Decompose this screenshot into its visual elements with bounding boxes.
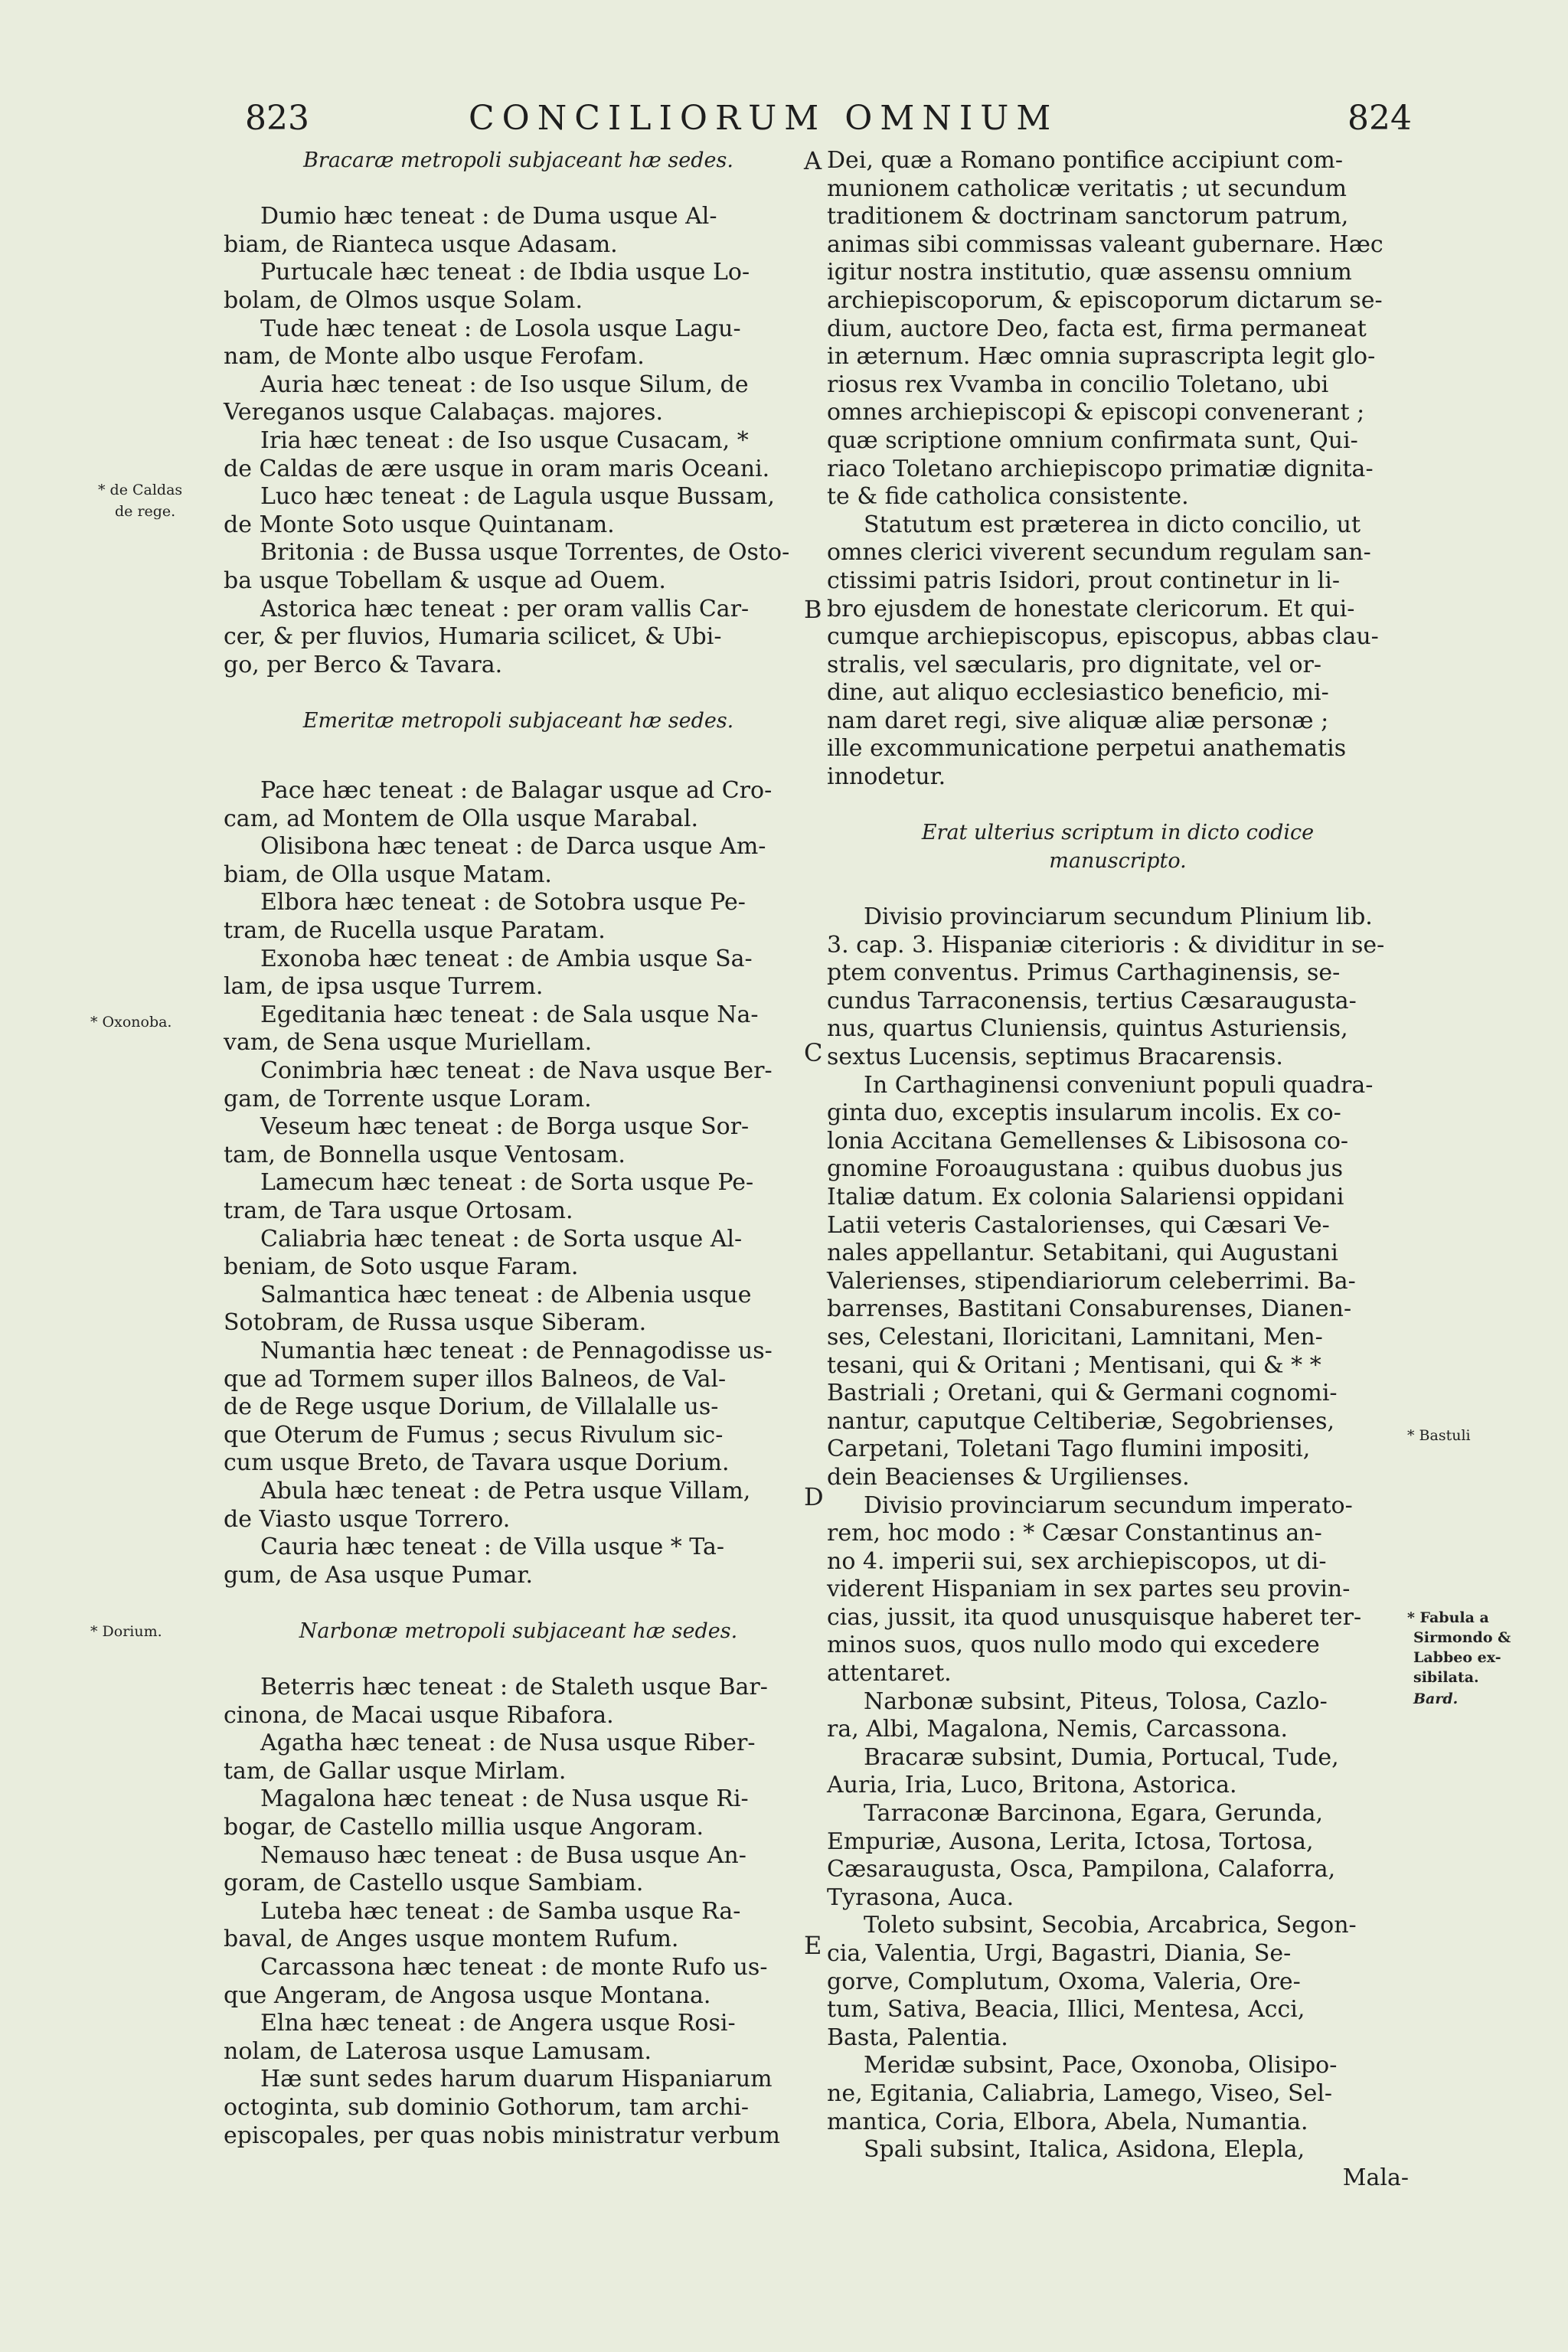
text-line: ba usque Tobellam & usque ad Ouem.	[224, 567, 666, 594]
text-line: Divisio provinciarum secundum Plinium lib.	[864, 903, 1373, 931]
line-spacer	[827, 875, 1409, 903]
text-line: Pace hæc teneat : de Balagar usque ad Cro-	[260, 777, 773, 805]
text-line: Magalona hæc teneat : de Nusa usque Ri-	[260, 1785, 749, 1813]
text-line: nales appellantur. Setabitani, qui Augustani	[827, 1240, 1338, 1267]
text-line: Bracaræ subsint, Dumia, Portucal, Tude,	[864, 1743, 1339, 1771]
text-line: riaco Toletano archiepiscopo primatiæ dignita-	[827, 455, 1374, 482]
left-text-column	[224, 147, 813, 2150]
right-page-number: 824	[1348, 99, 1412, 138]
text-line: biam, de Rianteca usque Adasam.	[224, 230, 618, 258]
text-line: cum usque Breto, de Tavara usque Dorium.	[224, 1449, 730, 1477]
text-line: Numantia hæc teneat : de Pennagodisse us-	[260, 1337, 773, 1364]
text-line: archiepiscoporum, & episcoporum dictarum se-	[827, 286, 1383, 314]
line-spacer	[224, 1645, 813, 1674]
text-line: nus, quartus Cluniensis, quintus Asturiensis,	[827, 1015, 1348, 1043]
text-line: te & fide catholica consistente.	[827, 483, 1189, 511]
text-line: Valerienses, stipendiariorum celeberrimi. Ba-	[827, 1267, 1356, 1295]
running-title: CONCILIORUM OMNIUM	[469, 99, 1059, 138]
text-line: sextus Lucensis, septimus Bracarensis.	[827, 1044, 1283, 1070]
margin-note-fabula: * Fabula a	[1407, 1609, 1489, 1626]
text-line: cer, & per fluvios, Humaria scilicet, & Ubi-	[224, 623, 722, 651]
section-letter-e: E	[804, 1931, 822, 1960]
text-line: Britonia : de Bussa usque Torrentes, de Osto-	[260, 539, 790, 567]
text-line: Egeditania hæc teneat : de Sala usque Na-	[260, 1001, 759, 1028]
text-line: ra, Albi, Magalona, Nemis, Carcassona.	[827, 1716, 1289, 1743]
margin-note-caldas: * de Caldas	[98, 482, 183, 498]
text-line: minos suos, quos nullo modo qui excedere	[827, 1632, 1320, 1659]
text-line: Conimbria hæc teneat : de Nava usque Ber-	[260, 1057, 773, 1084]
text-line: attentaret.	[827, 1660, 952, 1687]
text-line: Statutum est præterea in dicto concilio, ut	[864, 511, 1361, 538]
text-line: Exonoba hæc teneat : de Ambia usque Sa-	[260, 945, 753, 972]
text-line: Lamecum hæc teneat : de Sorta usque Pe-	[260, 1169, 754, 1197]
text-line: no 4. imperii sui, sex archiepiscopos, ut di-	[827, 1547, 1327, 1575]
text-line: ginta duo, exceptis insularum incolis. Ex co-	[827, 1099, 1341, 1127]
text-line: Veseum hæc teneat : de Borga usque Sor-	[260, 1113, 750, 1141]
text-line: Elna hæc teneat : de Angera usque Rosi-	[260, 2010, 736, 2037]
text-line: go, per Berco & Tavara.	[224, 651, 503, 678]
text-line: traditionem & doctrinam sanctorum patrum,	[827, 203, 1349, 230]
text-line: octoginta, sub dominio Gothorum, tam archi-	[224, 2093, 750, 2121]
text-line: gum, de Asa usque Pumar.	[224, 1561, 533, 1589]
text-line: gam, de Torrente usque Loram.	[224, 1085, 592, 1112]
text-line: Meridæ subsint, Pace, Oxonoba, Olisipo-	[864, 2052, 1338, 2079]
text-line: que Oterum de Fumus ; secus Rivulum sic-	[224, 1421, 724, 1449]
text-line: episcopales, per quas nobis ministratur verbum	[224, 2122, 780, 2149]
margin-note-caldas-cont: de rege.	[115, 503, 176, 520]
text-line: omnes clerici viverent secundum regulam san-	[827, 539, 1371, 567]
text-line: cinona, de Macai usque Ribafora.	[224, 1701, 614, 1729]
text-line: Toleto subsint, Secobia, Arcabrica, Segon-	[864, 1912, 1357, 1939]
text-line: dein Beacienses & Urgilienses.	[827, 1463, 1190, 1491]
text-line: de de Rege usque Dorium, de Villalalle us-	[224, 1393, 719, 1421]
text-line: cumque archiepiscopus, episcopus, abbas clau-	[827, 623, 1379, 651]
text-line: Divisio provinciarum secundum imperato-	[864, 1491, 1353, 1519]
text-line: Narbonæ subsint, Piteus, Tolosa, Cazlo-	[864, 1687, 1328, 1715]
text-line: omnes archiepiscopi & episcopi convenerant ;	[827, 399, 1365, 426]
text-line: Bastriali ; Oretani, qui & Germani cognomi-	[827, 1380, 1338, 1407]
text-line: Purtucale hæc teneat : de Ibdia usque Lo-	[260, 259, 750, 286]
text-line: cam, ad Montem de Olla usque Marabal.	[224, 805, 699, 832]
text-line: barrenses, Bastitani Consaburenses, Dianen-	[827, 1295, 1352, 1323]
text-line: quæ scriptione omnium confirmata sunt, Qui-	[827, 426, 1358, 454]
text-line: Cæsaraugusta, Osca, Pampilona, Calaforra,	[827, 1856, 1336, 1883]
text-line: Astorica hæc teneat : per oram vallis Car-	[260, 595, 750, 622]
text-line: vam, de Sena usque Muriellam.	[224, 1029, 593, 1057]
text-line: gnomine Foroaugustana : quibus duobus jus	[827, 1155, 1343, 1183]
text-line: bogar, de Castello millia usque Angoram.	[224, 1814, 704, 1841]
text-line: biam, de Olla usque Matam.	[224, 861, 552, 888]
section-heading: Erat ulterius scriptum in dicto codice	[921, 821, 1315, 845]
text-line: Beterris hæc teneat : de Staleth usque Bar-	[260, 1674, 768, 1701]
text-line: bro ejusdem de honestate clericorum. Et qui-	[827, 595, 1355, 622]
text-line: tesani, qui & Oritani ; Mentisani, qui & * *	[827, 1351, 1321, 1379]
text-line: de Monte Soto usque Quintanam.	[224, 511, 615, 538]
text-line: Spali subsint, Italica, Asidona, Elepla,	[864, 2136, 1305, 2164]
text-line: lam, de ipsa usque Turrem.	[224, 973, 544, 1001]
section-letter-b: B	[804, 595, 822, 624]
margin-note-dorium: * Dorium.	[90, 1623, 162, 1640]
line-spacer	[224, 763, 813, 777]
text-line: bolam, de Olmos usque Solam.	[224, 286, 583, 314]
text-line: de Viasto usque Torrero.	[224, 1505, 511, 1533]
right-text-column	[827, 147, 1409, 2192]
text-line: Nemauso hæc teneat : de Busa usque An-	[260, 1841, 746, 1869]
text-line: Empuriæ, Ausona, Lerita, Ictosa, Tortosa,	[827, 1828, 1314, 1855]
text-line: ses, Celestani, Iloricitani, Lamnitani, Men-	[827, 1323, 1323, 1351]
text-line: igitur nostra institutio, quæ assensu omnium	[827, 259, 1352, 286]
text-line: innodetur.	[827, 763, 946, 791]
section-heading: manuscripto.	[1049, 848, 1187, 873]
text-line: lonia Accitana Gemellenses & Libisosona co-	[827, 1127, 1349, 1155]
text-line: Caliabria hæc teneat : de Sorta usque Al-	[260, 1225, 743, 1253]
margin-note-fabula-line2: Sirmondo &	[1413, 1629, 1511, 1646]
text-line: Sotobram, de Russa usque Siberam.	[224, 1309, 647, 1337]
line-spacer	[224, 175, 813, 204]
text-line: Basta, Palentia.	[827, 2024, 1008, 2051]
text-line: Hæ sunt sedes harum duarum Hispaniarum	[260, 2066, 773, 2093]
margin-note-fabula-line5: Bard.	[1413, 1690, 1459, 1707]
section-letter-a: A	[804, 146, 822, 175]
text-line: mantica, Coria, Elbora, Abela, Numantia.	[827, 2108, 1308, 2135]
text-line: viderent Hispaniam in sex partes seu provin-	[827, 1576, 1351, 1603]
margin-note-fabula-line4: sibilata.	[1413, 1669, 1479, 1686]
line-spacer	[224, 1589, 813, 1618]
text-line: riosus rex Vvamba in concilio Toletano, ubi	[827, 371, 1329, 398]
text-line: goram, de Castello usque Sambiam.	[224, 1870, 644, 1897]
margin-note-fabula-line3: Labbeo ex-	[1413, 1649, 1501, 1666]
text-line: nam daret regi, sive aliquæ aliæ personæ ;	[827, 707, 1329, 734]
text-line: Dumio hæc teneat : de Duma usque Al-	[260, 203, 717, 230]
line-spacer	[827, 792, 1409, 820]
line-spacer	[224, 679, 813, 707]
text-line: tam, de Bonnella usque Ventosam.	[224, 1141, 626, 1168]
section-heading: Emeritæ metropoli subjaceant hæ sedes.	[302, 708, 734, 733]
text-line: beniam, de Soto usque Faram.	[224, 1253, 579, 1281]
text-line: Iria hæc teneat : de Iso usque Cusacam, *	[260, 426, 749, 454]
text-line: dium, auctore Deo, facta est, firma permaneat	[827, 315, 1367, 342]
text-line: Dei, quæ a Romano pontifice accipiunt com-	[827, 147, 1343, 174]
text-line: Tyrasona, Auca.	[827, 1883, 1014, 1911]
text-line: cundus Tarraconensis, tertius Cæsaraugusta-	[827, 987, 1357, 1014]
text-line: tum, Sativa, Beacia, Illici, Mentesa, Acci,	[827, 1996, 1305, 2024]
text-line: ctissimi patris Isidori, prout continetur in li-	[827, 567, 1341, 594]
text-line: dine, aut aliquo ecclesiastico beneficio, mi-	[827, 679, 1329, 707]
text-line: ptem conventus. Primus Carthaginensis, se-	[827, 959, 1341, 987]
section-heading: Narbonæ metropoli subjaceant hæ sedes.	[299, 1619, 738, 1643]
text-line: tram, de Rucella usque Paratam.	[224, 917, 606, 945]
text-line: Abula hæc teneat : de Petra usque Villam,	[260, 1477, 751, 1504]
text-line: de Caldas de ære usque in oram maris Oceani.	[224, 455, 770, 482]
text-line: in æternum. Hæc omnia suprascripta legit glo-	[827, 343, 1376, 371]
text-line: Latii veteris Castalorienses, qui Cæsari Ve-	[827, 1211, 1330, 1239]
margin-note-bastuli: * Bastuli	[1407, 1427, 1471, 1444]
text-line: Auria, Iria, Luco, Britona, Astorica.	[827, 1772, 1237, 1799]
text-line: animas sibi commissas valeant gubernare. Hæc	[827, 230, 1383, 258]
text-line: que ad Tormem super illos Balneos, de Val-	[224, 1365, 727, 1393]
text-line: Cauria hæc teneat : de Villa usque * Ta-	[260, 1534, 724, 1561]
text-line: Carpetani, Toletani Tago flumini impositi,	[827, 1436, 1311, 1463]
text-line: Salmantica hæc teneat : de Albenia usque	[260, 1281, 752, 1308]
text-line: tram, de Tara usque Ortosam.	[224, 1197, 573, 1224]
text-line: nolam, de Laterosa usque Lamusam.	[224, 2037, 652, 2065]
text-line: Tude hæc teneat : de Losola usque Lagu-	[260, 315, 741, 342]
text-line: nantur, caputque Celtiberiæ, Segobrienses,	[827, 1407, 1335, 1435]
left-page-number: 823	[245, 99, 309, 138]
text-line: baval, de Anges usque montem Rufum.	[224, 1926, 679, 1953]
text-line: ne, Egitania, Caliabria, Lamego, Viseo, Sel-	[827, 2079, 1333, 2107]
section-heading: Bracaræ metropoli subjaceant hæ sedes.	[303, 149, 733, 172]
text-line: gorve, Complutum, Oxoma, Valeria, Ore-	[827, 1968, 1301, 1995]
text-line: Luteba hæc teneat : de Samba usque Ra-	[260, 1897, 741, 1925]
text-line: rem, hoc modo : * Cæsar Constantinus an-	[827, 1520, 1322, 1547]
text-line: Vereganos usque Calabaças. majores.	[224, 399, 663, 426]
text-line: Olisibona hæc teneat : de Darca usque Am-	[260, 833, 766, 861]
text-line: Italiæ datum. Ex colonia Salariensi oppidani	[827, 1183, 1344, 1210]
section-letter-c: C	[804, 1038, 823, 1067]
text-line: stralis, vel sæcularis, pro dignitate, vel or-	[827, 651, 1322, 678]
text-line: Elbora hæc teneat : de Sotobra usque Pe-	[260, 889, 746, 916]
text-line: cia, Valentia, Urgi, Bagastri, Diania, Se-	[827, 1940, 1292, 1967]
text-line: que Angeram, de Angosa usque Montana.	[224, 1981, 711, 2009]
text-line: Agatha hæc teneat : de Nusa usque Riber-	[260, 1730, 756, 1757]
text-line: tam, de Gallar usque Mirlam.	[224, 1757, 567, 1785]
text-line: cias, jussit, ita quod unusquisque haberet ter-	[827, 1603, 1362, 1631]
line-spacer	[224, 735, 813, 763]
text-line: ille excommunicatione perpetui anathematis	[827, 735, 1347, 763]
text-line: 3. cap. 3. Hispaniæ citerioris : & dividitur in se-	[827, 931, 1385, 959]
text-line: Auria hæc teneat : de Iso usque Silum, de	[260, 371, 749, 398]
section-letter-d: D	[804, 1482, 824, 1511]
text-line: In Carthaginensi conveniunt populi quadra-	[864, 1071, 1374, 1099]
text-line: Carcassona hæc teneat : de monte Rufo us-	[260, 1954, 768, 1981]
text-line: munionem catholicæ veritatis ; ut secundum	[827, 175, 1347, 202]
text-line: Tarraconæ Barcinona, Egara, Gerunda,	[864, 1800, 1323, 1828]
margin-note-oxonoba: * Oxonoba.	[90, 1014, 172, 1031]
text-line: nam, de Monte albo usque Ferofam.	[224, 343, 645, 371]
text-line: Luco hæc teneat : de Lagula usque Bussam,	[260, 483, 775, 511]
catchword: Mala-	[1342, 2164, 1409, 2191]
